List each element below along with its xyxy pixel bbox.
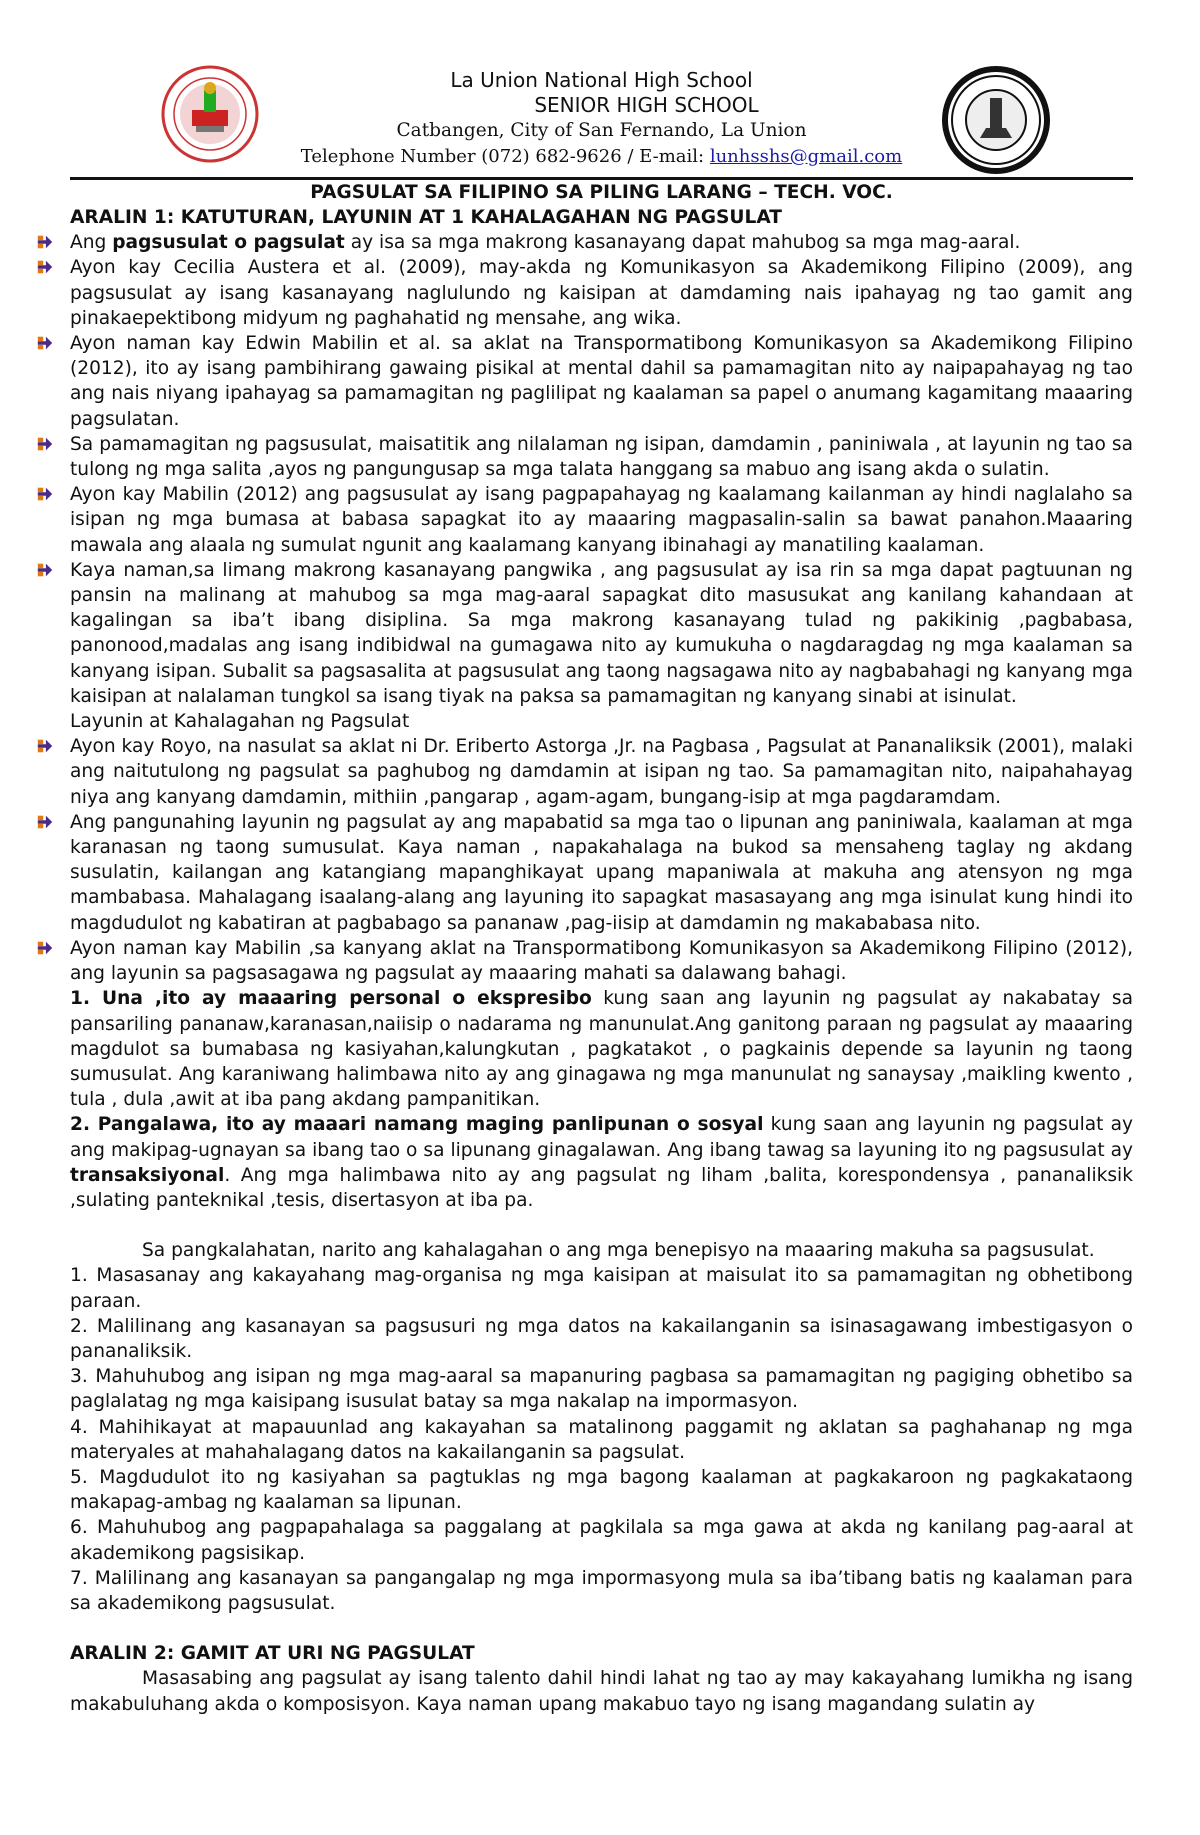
lesson-2-title: ARALIN 2: GAMIT AT URI NG PAGSULAT (70, 1643, 475, 1665)
senior-high-label: SENIOR HIGH SCHOOL (534, 93, 759, 117)
lesson-2-paragraph: Masasabing ang pagsulat ay isang talento dahil hindi lahat ng tao ay may kakayahang lumikha ng isang makabuluhang akda o komposisyon. Kaya naman upang makabuo tayo ng isang magandang sulatin ay (70, 1668, 1133, 1715)
school-name: La Union National High School (450, 68, 753, 92)
telephone-text: Telephone Number (072) 682-9626 / E-mail: (300, 146, 710, 167)
arrow-bullet-icon (36, 258, 54, 276)
arrow-bullet-icon (36, 561, 54, 579)
bullet-item: Ayon kay Cecilia Austera et al. (2009), may-akda ng Komunikasyon sa Akademikong Filipino (2009), ang pagsusulat ay isang kasanayang naglulundo ng kaisipan at damdaming nais ipahayag ng tao gamit ang pinakaepektibong midyum ng paghahatid ng mensahe, ang wika. (70, 255, 1133, 331)
arrow-bullet-icon (36, 435, 54, 453)
benefit-item: 7. Malilinang ang kasanayan sa pangangalap ng mga impormasyong mula sa iba’tibang batis ng kaalaman para sa akademikong pagsusulat. (70, 1567, 1133, 1614)
benefit-item: 2. Malilinang ang kasanayan sa pagsusuri ng mga datos na kakailanganin sa isinasagawang imbestigasyon o pananaliksik. (70, 1315, 1133, 1362)
summary-paragraph: Sa pangkalahatan, narito ang kahalagahan o ang mga benepisyo na maaaring makuha sa pagsusulat. (142, 1240, 1095, 1262)
email-link[interactable]: lunhsshs@gmail.com (709, 146, 903, 167)
arrow-bullet-icon (36, 233, 54, 251)
benefit-item: 3. Mahuhubog ang isipan ng mga mag-aaral sa mapanuring pagbasa sa pamamagitan ng pagiging obhetibo sa paglalatag ng mga kaisipang isusulat batay sa mga nakalap na impormasyon. (70, 1366, 1133, 1413)
document-page (70, 62, 1133, 1717)
spacer (70, 1213, 1133, 1238)
subheading-layunin: Layunin at Kahalagahan ng Pagsulat (70, 711, 410, 733)
bullet-item: Ayon kay Mabilin (2012) ang pagsusulat ay isang pagpapahayag ng kaalamang kailanman ay hindi naglalaho sa isipan ng mga bumasa at babasa sapagkat ito ay maaaring magpasalin-salin sa bawat panahon.Maaaring mawala ang alaala ng sumulat ngunit ang kaalamang kanyang ibinahagi ay manatiling kaalaman. (70, 482, 1133, 558)
school-address: Catbangen, City of San Fernando, La Union (396, 120, 807, 141)
arrow-bullet-icon (36, 813, 54, 831)
lesson-1-title: ARALIN 1: KATUTURAN, LAYUNIN AT 1 KAHALAGAHAN NG PAGSULAT (70, 207, 782, 228)
benefit-item: 4. Mahihikayat at mapauunlad ang kakayahan sa matalinong paggamit ng aklatan sa paghahanap ng mga materyales at mahahalagang datos na kakailanganin sa pagsulat. (70, 1416, 1133, 1463)
benefit-item: 1. Masasanay ang kakayahang mag-organisa ng mga kaisipan at maisulat ito sa pamamagitan ng obhetibong paraan. (70, 1265, 1133, 1312)
bullet-item: Ang pangunahing layunin ng pagsulat ay ang mapabatid sa mga tao o lipunan ang paniniwala, kaalaman at mga karanasan ng taong sumusulat. Kaya naman , napakahalaga na bukod sa mensaheng taglay ng akdang susulatin, kailangan ang katangiang mapanghikayat upang mapaniwala at makuha ang atensyon ng mga mambabasa. Mahalagang isaalang-alang ang layuning ito sapagkat masasayang ang mga isinulat kung hindi ito magdudulot ng kabatiran at pagbabago sa pananaw ,pag-iisip at damdamin ng makababasa nito. (70, 810, 1133, 936)
subject-title: PAGSULAT SA FILIPINO SA PILING LARANG – TECH. VOC. (310, 182, 893, 203)
term-pagsusulat: pagsusulat o pagsulat (112, 232, 345, 254)
letterhead (70, 62, 1133, 174)
benefit-item: 6. Mahuhubog ang pagpapahalaga sa paggalang at pagkilala sa mga gawa at akda ng kanilang pag-aaral at akademikong pagsisikap. (70, 1517, 1133, 1564)
arrow-bullet-icon (36, 939, 54, 957)
arrow-bullet-icon (36, 334, 54, 352)
school-seal-icon (940, 64, 1052, 176)
benefit-item: 5. Magdudulot ito ng kasiyahan sa pagtuklas ng mga bagong kaalaman at pagkakaroon ng pagkakataong makapag-ambag ng kaalaman sa lipunan. (70, 1466, 1133, 1514)
spacer (70, 1616, 1133, 1641)
purpose-personal: 1. Una ,ito ay maaaring personal o ekspresibo kung saan ang layunin ng pagsulat ay nakabatay sa pansariling pananaw,karanasan,naiisip o nadarama ng manunulat.Ang ganitong paraan ng pagsulat ay maaaring magdulot sa bumabasa ng kasiyahan,kalungkutan , pagkatakot , o pagkainis depende sa layunin ng taong sumusulat. Ang karaniwang halimbawa nito ay ang ginagawa ng mga manunulat ng sanaysay ,maikling kwento , tula , dula ,awit at iba pang akdang pampanitikan. (70, 988, 1133, 1111)
arrow-bullet-icon (36, 737, 54, 755)
bullet-item: Ayon kay Royo, na nasulat sa aklat ni Dr. Eriberto Astorga ,Jr. na Pagbasa , Pagsulat at Pananaliksik (2001), malaki ang naitutulong ng pagsulat sa paghubog ng damdamin at isipan ng tao. Sa pamamagitan nito, naipahahayag niya ang kanyang damdamin, mithiin ,pangarap , agam-agam, bungang-isip at mga pagdaramdam. (70, 734, 1133, 810)
bullet-item: Kaya naman,sa limang makrong kasanayang pangwika , ang pagsusulat ay isa rin sa mga dapat pagtuunan ng pansin na malinang at mahubog sa mga mag-aaral sapagkat dito masusukat ang kanilang kahandaan at kagalingan sa iba’t ibang disiplina. Sa mga makrong kasanayang tulad ng pakikinig ,pagbabasa, panonood,madalas ang isang indibidwal na gumagawa nito ay kumukuha o nagdaragdag ng mga kaalaman sa kanyang isipan. Subalit sa pagsasalita at pagsusulat ang taong nagsagawa nito ay nagbabahagi ng kanyang mga kaisipan at nalalaman tungkol sa isang tiyak na paksa sa pamamagitan ng kanyang sinabi at isinulat. (70, 558, 1133, 709)
bullet-item: Ayon naman kay Edwin Mabilin et al. sa aklat na Transpormatibong Komunikasyon sa Akademikong Filipino (2012), ito ay isang pambihirang gawaing pisikal at mental dahil sa pamamagitan nito ay naipapahayag ng tao ang nais niyang ipahayag sa pamamagitan ng paglilipat ng kaalaman sa papel o anumang kagamitang maaaring pagsulatan. (70, 331, 1133, 432)
bullet-item: Ang pagsusulat o pagsulat ay isa sa mga makrong kasanayang dapat mahubog sa mga mag-aaral. (70, 230, 1133, 255)
bullet-item: Ayon naman kay Mabilin ,sa kanyang aklat na Transpormatibong Komunikasyon sa Akademikong Filipino (2012), ang layunin sa pagsasagawa ng pagsulat ay maaaring mahati sa dalawang bahagi. (70, 936, 1133, 986)
bullet-item: Sa pamamagitan ng pagsusulat, maisatitik ang nilalaman ng isipan, damdamin , paniniwala , at layunin ng tao sa tulong ng mga salita ,ayos ng pangungusap sa mga talata hanggang sa mabuo ang isang akda o sulatin. (70, 432, 1133, 482)
arrow-bullet-icon (36, 485, 54, 503)
purpose-social: 2. Pangalawa, ito ay maaari namang maging panlipunan o sosyal kung saan ang layunin ng pagsulat ay ang makipag-ugnayan sa ibang tao o sa lipunang ginagalawan. Ang ibang tawag sa layuning ito ng pagsusulat ay transaksiyonal. Ang mga halimbawa nito ay ang pagsulat ng liham ,balita, korespondensya , pananaliksik ,sulating panteknikal ,tesis, disertasyon at iba pa. (70, 1114, 1134, 1211)
